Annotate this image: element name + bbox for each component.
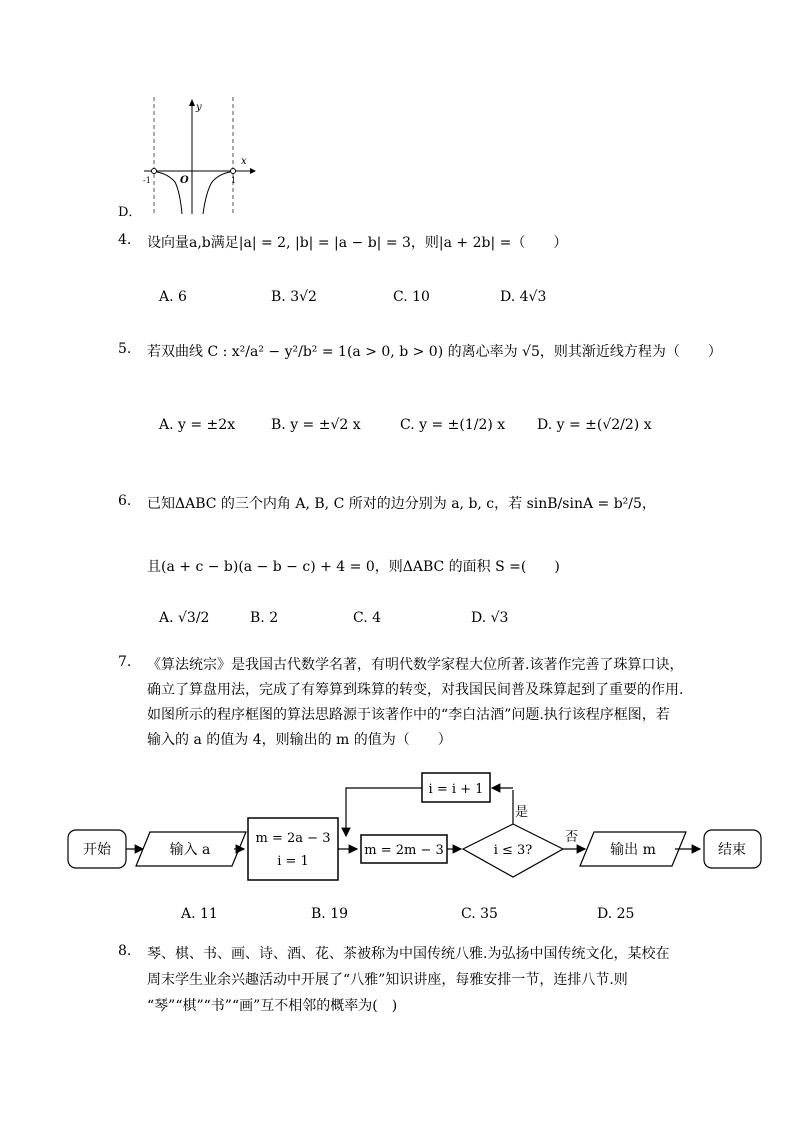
q5-option-d: D. y = ±(√2/2) x — [537, 417, 652, 433]
curve-left — [157, 172, 182, 214]
flow-init-line2: i = 1 — [277, 854, 309, 869]
flow-no-label: 否 — [565, 830, 579, 845]
q4-option-c: C. 10 — [393, 289, 430, 305]
flow-update-label: m = 2m − 3 — [364, 843, 444, 858]
flow-input-label: 输入 a — [169, 842, 211, 858]
open-point-right — [231, 169, 236, 174]
x-axis-arrow — [250, 168, 256, 174]
q7-line3: 如图所示的程序框图的算法思路源于该著作中的“李白沽酒”问题.执行该程序框图，若 — [147, 707, 670, 723]
right-tick-label: 1 — [231, 176, 237, 185]
q4-text: 设向量a,b满足|a| = 2, |b| = |a − b| = 3，则|a + 2b| =（ ） — [147, 235, 568, 251]
x-axis-label: x — [241, 156, 247, 167]
flow-output-label: 输出 m — [610, 842, 656, 858]
flow-init-line1: m = 2a − 3 — [255, 831, 331, 846]
q4-option-a: A. 6 — [159, 289, 187, 305]
q4-number: 4. — [118, 232, 132, 248]
origin-label: O — [180, 175, 189, 186]
q5-option-c: C. y = ±(1/2) x — [400, 417, 506, 433]
q4-option-b: B. 3√2 — [271, 289, 317, 305]
q7-number: 7. — [118, 654, 132, 670]
q4-option-d: D. 4√3 — [500, 289, 547, 305]
q7-line4: 输入的 a 的值为 4，则输出的 m 的值为（ ） — [147, 732, 452, 748]
function-graph — [140, 92, 280, 222]
q8-number: 8. — [118, 943, 132, 959]
q6-line1: 已知ΔABC 的三个内角 A, B, C 所对的边分别为 a, b, c，若 sinB/sinA = b²/5， — [147, 496, 656, 512]
q6-line2: 且(a + c − b)(a − b − c) + 4 = 0，则ΔABC 的面积 S =( ) — [147, 559, 560, 575]
flow-condition-label: i ≤ 3? — [493, 843, 533, 858]
q6-option-c: C. 4 — [353, 610, 382, 626]
q7-option-d: D. 25 — [597, 906, 635, 922]
q7-line2: 确立了算盘用法，完成了有筹算到珠算的转变，对我国民间普及珠算起到了重要的作用. — [147, 682, 684, 698]
q6-number: 6. — [118, 493, 132, 509]
left-tick-label: -1 — [143, 176, 151, 185]
q7-option-c: C. 35 — [461, 906, 498, 922]
q6-option-a: A. √3/2 — [159, 610, 210, 626]
q7-option-a: A. 11 — [181, 906, 218, 922]
curve-right — [203, 172, 230, 214]
q7-line1: 《算法统宗》是我国古代数学名著，有明代数学家程大位所著.该著作完善了珠算口诀， — [147, 657, 684, 673]
flow-yes-label: 是 — [515, 805, 529, 820]
y-axis-label: y — [196, 102, 202, 113]
q7-option-b: B. 19 — [311, 906, 349, 922]
q6-option-b: B. 2 — [250, 610, 279, 626]
flowchart — [0, 760, 794, 900]
flow-start-label: 开始 — [83, 842, 111, 858]
open-point-left — [152, 169, 157, 174]
flow-init — [248, 818, 338, 880]
q5-number: 5. — [118, 341, 132, 357]
q5-option-a: A. y = ±2x — [159, 417, 236, 433]
q6-option-d: D. √3 — [471, 610, 509, 626]
q8-line3: “琴”“棋”“书”“画”互不相邻的概率为( ) — [147, 998, 398, 1014]
option-d-label: D． — [118, 205, 142, 220]
q8-line2: 周末学生业余兴趣活动中开展了“八雅”知识讲座，每雅安排一节，连排八节.则 — [147, 972, 628, 988]
q8-line1: 琴、棋、书、画、诗、酒、花、茶被称为中国传统八雅.为弘扬中国传统文化，某校在 — [147, 946, 670, 962]
q5-text: 若双曲线 C : x²/a² − y²/b² = 1(a > 0, b > 0) 的离心率为 √5，则其渐近线方程为（ ） — [147, 344, 722, 360]
q5-option-b: B. y = ±√2 x — [271, 417, 361, 433]
y-axis-arrow — [189, 99, 195, 106]
flow-increment-label: i = i + 1 — [428, 782, 484, 797]
flow-end-label: 结束 — [718, 842, 746, 858]
